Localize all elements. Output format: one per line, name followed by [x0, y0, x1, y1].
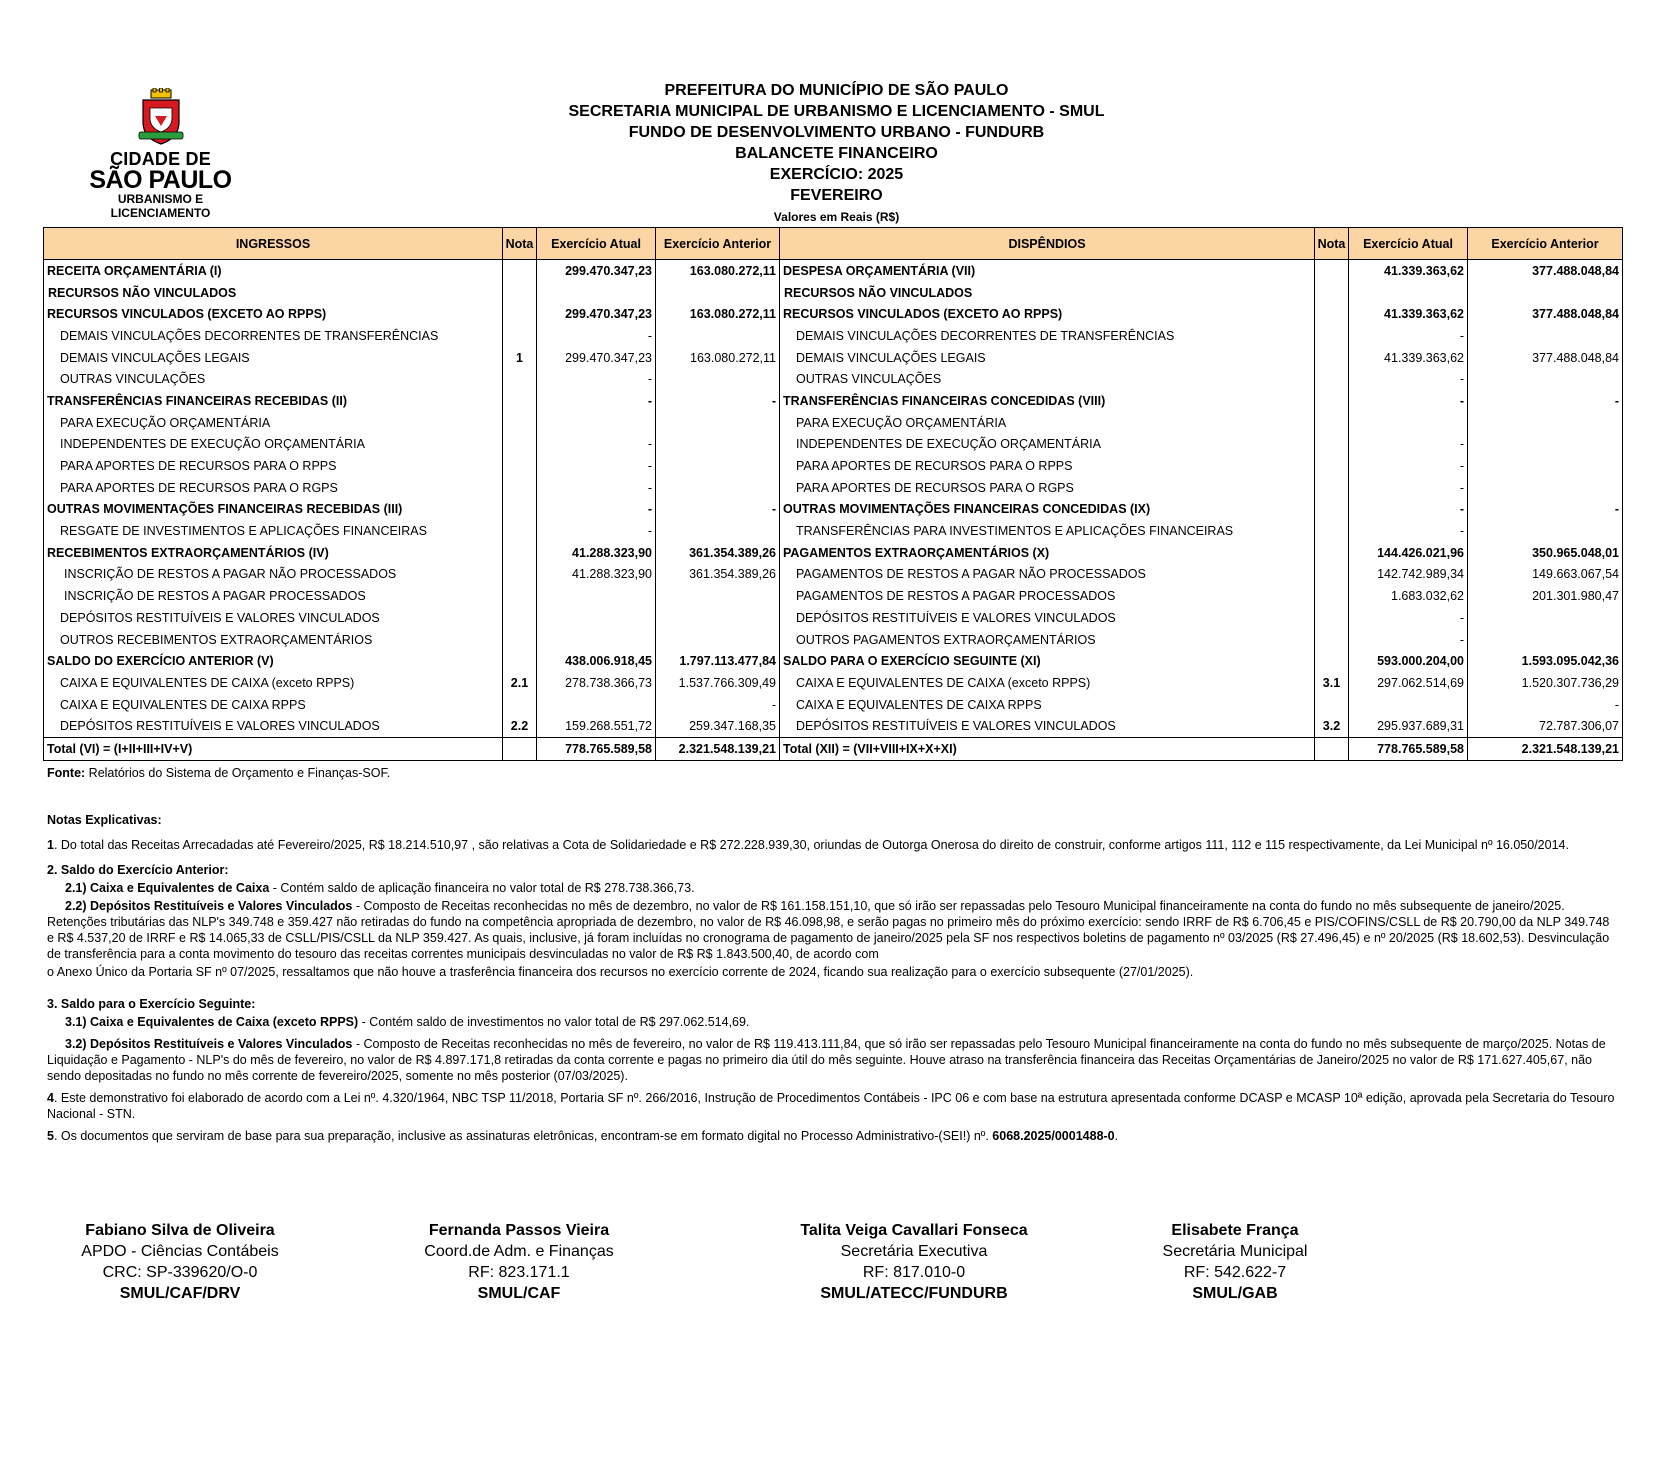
dispendio-label: RECURSOS NÃO VINCULADOS	[780, 282, 1315, 304]
table-row	[44, 412, 1623, 434]
ingresso-anterior: 163.080.272,11	[656, 260, 780, 282]
report-header	[0, 80, 1653, 226]
dispendio-label: OUTRAS VINCULAÇÕES	[780, 368, 1315, 390]
dispendio-nota	[1315, 260, 1349, 282]
header-currency: Valores em Reais (R$)	[773, 210, 900, 224]
ingresso-nota	[503, 477, 537, 499]
ingresso-atual: -	[537, 499, 656, 521]
ingresso-anterior: 163.080.272,11	[656, 303, 780, 325]
dispendio-label: DEPÓSITOS RESTITUÍVEIS E VALORES VINCULADOS	[780, 715, 1315, 737]
dispendio-anterior: -	[1468, 390, 1623, 412]
dispendio-nota	[1315, 455, 1349, 477]
ingresso-anterior: -	[656, 390, 780, 412]
dispendio-atual: -	[1349, 607, 1468, 629]
dispendio-atual: -	[1349, 455, 1468, 477]
note-3-title: 3. Saldo para o Exercício Seguinte:	[47, 997, 256, 1011]
dispendio-label: TRANSFERÊNCIAS FINANCEIRAS CONCEDIDAS (VIII)	[780, 390, 1315, 412]
dispendio-nota	[1315, 585, 1349, 607]
dispendio-nota	[1315, 325, 1349, 347]
table-row	[44, 629, 1623, 651]
ingresso-label: CAIXA E EQUIVALENTES DE CAIXA RPPS	[44, 694, 503, 716]
dispendio-atual: 41.339.363,62	[1349, 303, 1468, 325]
note-5: 5. Os documentos que serviram de base para sua preparação, inclusive as assinaturas eletrônicas, encontram-se em formato digital no Processo Administrativo-(SEI!) nº. 6068.2025/0001488-0.	[47, 1129, 1119, 1143]
ingresso-atual	[537, 585, 656, 607]
table-row	[44, 477, 1623, 499]
ingresso-label: RESGATE DE INVESTIMENTOS E APLICAÇÕES FINANCEIRAS	[44, 520, 503, 542]
table-row	[44, 564, 1623, 586]
table-row	[44, 672, 1623, 694]
dispendio-label: TRANSFERÊNCIAS PARA INVESTIMENTOS E APLICAÇÕES FINANCEIRAS	[780, 520, 1315, 542]
ingresso-nota: 2.2	[503, 715, 537, 737]
note-2-title: 2. Saldo do Exercício Anterior:	[47, 863, 229, 877]
dispendio-anterior	[1468, 607, 1623, 629]
col-ingressos: INGRESSOS	[44, 228, 503, 260]
ingresso-atual: 159.268.551,72	[537, 715, 656, 737]
ingresso-anterior	[656, 520, 780, 542]
table-row	[44, 390, 1623, 412]
signature-2: Fernanda Passos Vieira Coord.de Adm. e Finanças RF: 823.171.1 SMUL/CAF	[424, 1222, 614, 1302]
total-dispendios-atual: 778.765.589,58	[1349, 738, 1468, 761]
dispendio-label: OUTROS PAGAMENTOS EXTRAORÇAMENTÁRIOS	[780, 629, 1315, 651]
ingresso-atual: -	[537, 325, 656, 347]
dispendio-label: RECURSOS VINCULADOS (EXCETO AO RPPS)	[780, 303, 1315, 325]
dispendio-nota	[1315, 368, 1349, 390]
ingresso-nota	[503, 585, 537, 607]
dispendio-atual: 41.339.363,62	[1349, 347, 1468, 369]
ingresso-nota	[503, 542, 537, 564]
table-row	[44, 347, 1623, 369]
ingresso-label: PARA APORTES DE RECURSOS PARA O RGPS	[44, 477, 503, 499]
note-4: 4. Este demonstrativo foi elaborado de acordo com a Lei nº. 4.320/1964, NBC TSP 11/2018, Portaria SF nº. 266/2016, Instrução de Procedimentos Contábeis - IPC 06 e com base na estrutura apresentada conforme DCASP e MCASP 10ª edição, aprovada pela Secretaria do Tesouro Nacional - STN.	[47, 1091, 1615, 1121]
ingresso-anterior: 361.354.389,26	[656, 542, 780, 564]
dispendio-nota	[1315, 347, 1349, 369]
dispendio-nota	[1315, 650, 1349, 672]
ingresso-atual: -	[537, 477, 656, 499]
ingresso-anterior	[656, 607, 780, 629]
ingresso-atual	[537, 282, 656, 304]
ingresso-anterior: 361.354.389,26	[656, 564, 780, 586]
dispendio-atual: -	[1349, 477, 1468, 499]
dispendio-anterior	[1468, 412, 1623, 434]
logo-line-4: LICENCIAMENTO	[110, 206, 211, 220]
note-2-2-cont: o Anexo Único da Portaria SF nº 07/2025, ressaltamos que não houve a trasferência financeira dos recursos no exercício corrente de 2024, ficando sua realização para o exercício subsequente (27/01/2025).	[47, 965, 1194, 979]
ingresso-anterior: 1.797.113.477,84	[656, 650, 780, 672]
dispendio-label: INDEPENDENTES DE EXECUÇÃO ORÇAMENTÁRIA	[780, 434, 1315, 456]
table-row	[44, 455, 1623, 477]
dispendio-label: SALDO PARA O EXERCÍCIO SEGUINTE (XI)	[780, 650, 1315, 672]
ingresso-label: PARA APORTES DE RECURSOS PARA O RPPS	[44, 455, 503, 477]
ingresso-nota	[503, 368, 537, 390]
dispendio-nota	[1315, 282, 1349, 304]
dispendio-nota	[1315, 694, 1349, 716]
header-exercicio: EXERCÍCIO: 2025	[769, 166, 904, 183]
ingresso-nota	[503, 390, 537, 412]
ingresso-label: INSCRIÇÃO DE RESTOS A PAGAR NÃO PROCESSADOS	[44, 564, 503, 586]
ingresso-atual: -	[537, 520, 656, 542]
dispendio-label: CAIXA E EQUIVALENTES DE CAIXA RPPS	[780, 694, 1315, 716]
note-3-1: 3.1) Caixa e Equivalentes de Caixa (exceto RPPS) - Contém saldo de investimentos no valor total de R$ 297.062.514,69.	[65, 1015, 750, 1029]
table-row	[44, 282, 1623, 304]
dispendio-anterior	[1468, 325, 1623, 347]
dispendio-label: PAGAMENTOS DE RESTOS A PAGAR PROCESSADOS	[780, 585, 1315, 607]
table-row	[44, 303, 1623, 325]
dispendio-atual: -	[1349, 325, 1468, 347]
dispendio-nota	[1315, 412, 1349, 434]
ingresso-nota	[503, 434, 537, 456]
header-month: FEVEREIRO	[790, 187, 883, 204]
col-atual-right: Exercício Atual	[1349, 228, 1468, 260]
ingresso-anterior	[656, 477, 780, 499]
dispendio-label: PAGAMENTOS EXTRAORÇAMENTÁRIOS (X)	[780, 542, 1315, 564]
dispendio-label: DEPÓSITOS RESTITUÍVEIS E VALORES VINCULADOS	[780, 607, 1315, 629]
source-note	[47, 766, 390, 780]
ingresso-label: DEPÓSITOS RESTITUÍVEIS E VALORES VINCULADOS	[44, 715, 503, 737]
table-row	[44, 325, 1623, 347]
dispendio-atual	[1349, 282, 1468, 304]
ingresso-anterior: 1.537.766.309,49	[656, 672, 780, 694]
ingresso-anterior	[656, 368, 780, 390]
ingresso-nota	[503, 499, 537, 521]
dispendio-anterior	[1468, 434, 1623, 456]
ingresso-atual: 41.288.323,90	[537, 564, 656, 586]
ingresso-atual: 299.470.347,23	[537, 347, 656, 369]
explanatory-notes	[47, 812, 1617, 1153]
dispendio-anterior	[1468, 455, 1623, 477]
dispendio-label: PARA APORTES DE RECURSOS PARA O RPPS	[780, 455, 1315, 477]
dispendio-anterior: 72.787.306,07	[1468, 715, 1623, 737]
col-nota-right: Nota	[1315, 228, 1349, 260]
ingresso-atual: -	[537, 390, 656, 412]
ingresso-nota	[503, 455, 537, 477]
dispendio-atual: 142.742.989,34	[1349, 564, 1468, 586]
ingresso-label: SALDO DO EXERCÍCIO ANTERIOR (V)	[44, 650, 503, 672]
ingresso-anterior: 163.080.272,11	[656, 347, 780, 369]
header-report-title: BALANCETE FINANCEIRO	[735, 145, 938, 162]
dispendio-nota	[1315, 629, 1349, 651]
table-header-row	[44, 228, 1623, 260]
dispendio-atual: 144.426.021,96	[1349, 542, 1468, 564]
table-row	[44, 542, 1623, 564]
ingresso-atual: -	[537, 455, 656, 477]
ingresso-label: OUTRAS VINCULAÇÕES	[44, 368, 503, 390]
dispendio-atual: 297.062.514,69	[1349, 672, 1468, 694]
ingresso-label: CAIXA E EQUIVALENTES DE CAIXA (exceto RPPS)	[44, 672, 503, 694]
ingresso-nota	[503, 650, 537, 672]
total-row	[44, 738, 1623, 761]
dispendio-nota	[1315, 520, 1349, 542]
ingresso-anterior	[656, 282, 780, 304]
dispendio-nota: 3.1	[1315, 672, 1349, 694]
table-row	[44, 650, 1623, 672]
dispendio-label: DEMAIS VINCULAÇÕES LEGAIS	[780, 347, 1315, 369]
ingresso-nota	[503, 325, 537, 347]
dispendio-atual	[1349, 694, 1468, 716]
dispendio-anterior: 1.593.095.042,36	[1468, 650, 1623, 672]
col-anterior-left: Exercício Anterior	[656, 228, 780, 260]
dispendio-nota	[1315, 607, 1349, 629]
dispendio-label: PAGAMENTOS DE RESTOS A PAGAR NÃO PROCESSADOS	[780, 564, 1315, 586]
source-text: Relatórios do Sistema de Orçamento e Finanças-SOF.	[85, 766, 391, 780]
header-secretaria: SECRETARIA MUNICIPAL DE URBANISMO E LICENCIAMENTO - SMUL	[568, 103, 1105, 120]
total-dispendios-nota	[1315, 738, 1349, 761]
table-row	[44, 715, 1623, 737]
dispendio-anterior: 377.488.048,84	[1468, 303, 1623, 325]
dispendio-label: PARA APORTES DE RECURSOS PARA O RGPS	[780, 477, 1315, 499]
dispendio-anterior: 201.301.980,47	[1468, 585, 1623, 607]
ingresso-anterior	[656, 325, 780, 347]
header-prefeitura: PREFEITURA DO MUNICÍPIO DE SÃO PAULO	[664, 82, 1009, 99]
ingresso-anterior	[656, 455, 780, 477]
dispendio-label: CAIXA E EQUIVALENTES DE CAIXA (exceto RPPS)	[780, 672, 1315, 694]
col-anterior-right: Exercício Anterior	[1468, 228, 1623, 260]
dispendio-label: DESPESA ORÇAMENTÁRIA (VII)	[780, 260, 1315, 282]
source-label: Fonte:	[47, 766, 86, 780]
ingresso-label: DEMAIS VINCULAÇÕES DECORRENTES DE TRANSFERÊNCIAS	[44, 325, 503, 347]
ingresso-label: INSCRIÇÃO DE RESTOS A PAGAR PROCESSADOS	[44, 585, 503, 607]
col-dispendios: DISPÊNDIOS	[780, 228, 1315, 260]
dispendio-nota	[1315, 542, 1349, 564]
ingresso-anterior: -	[656, 499, 780, 521]
dispendio-anterior: 377.488.048,84	[1468, 260, 1623, 282]
ingresso-nota	[503, 303, 537, 325]
signature-3: Talita Veiga Cavallari Fonseca Secretária Executiva RF: 817.010-0 SMUL/ATECC/FUNDURB	[800, 1222, 1028, 1302]
ingresso-label: INDEPENDENTES DE EXECUÇÃO ORÇAMENTÁRIA	[44, 434, 503, 456]
dispendio-atual: -	[1349, 629, 1468, 651]
ingresso-atual: -	[537, 368, 656, 390]
ingresso-nota: 1	[503, 347, 537, 369]
note-2-1: 2.1) Caixa e Equivalentes de Caixa - Contém saldo de aplicação financeira no valor total de R$ 278.738.366,73.	[65, 881, 695, 895]
dispendio-anterior: 350.965.048,01	[1468, 542, 1623, 564]
ingresso-label: TRANSFERÊNCIAS FINANCEIRAS RECEBIDAS (II)	[44, 390, 503, 412]
table-row	[44, 499, 1623, 521]
table-row	[44, 585, 1623, 607]
total-ingressos-atual: 778.765.589,58	[537, 738, 656, 761]
col-atual-left: Exercício Atual	[537, 228, 656, 260]
dispendio-nota: 3.2	[1315, 715, 1349, 737]
total-ingressos-nota	[503, 738, 537, 761]
total-ingressos-label: Total (VI) = (I+II+III+IV+V)	[44, 738, 503, 761]
ingresso-atual	[537, 412, 656, 434]
ingresso-label: RECURSOS VINCULADOS (EXCETO AO RPPS)	[44, 303, 503, 325]
ingresso-anterior	[656, 629, 780, 651]
notes-title: Notas Explicativas:	[47, 813, 162, 827]
ingresso-atual: 299.470.347,23	[537, 260, 656, 282]
dispendio-atual: -	[1349, 499, 1468, 521]
ingresso-anterior	[656, 412, 780, 434]
ingresso-atual: 299.470.347,23	[537, 303, 656, 325]
logo-line-1: CIDADE DE	[110, 149, 211, 169]
dispendio-atual: -	[1349, 390, 1468, 412]
dispendio-nota	[1315, 303, 1349, 325]
ingresso-label: DEMAIS VINCULAÇÕES LEGAIS	[44, 347, 503, 369]
ingresso-anterior	[656, 434, 780, 456]
dispendio-anterior	[1468, 368, 1623, 390]
ingresso-anterior: -	[656, 694, 780, 716]
ingresso-nota	[503, 694, 537, 716]
dispendio-anterior	[1468, 282, 1623, 304]
ingresso-nota	[503, 607, 537, 629]
dispendio-atual: 295.937.689,31	[1349, 715, 1468, 737]
dispendio-anterior: -	[1468, 499, 1623, 521]
signature-1: Fabiano Silva de Oliveira APDO - Ciências Contábeis CRC: SP-339620/O-0 SMUL/CAF/DRV	[81, 1222, 279, 1302]
note-1: 1. Do total das Receitas Arrecadadas até Fevereiro/2025, R$ 18.214.510,97 , são relativas a Cota de Solidariedade e R$ 272.228.939,30, oriundas de Outorga Onerosa do direito de construir, conforme artigos 111, 112 e 115 respectivamente, da Lei Municipal nº 16.050/2014.	[47, 838, 1569, 852]
dispendio-label: OUTRAS MOVIMENTAÇÕES FINANCEIRAS CONCEDIDAS (IX)	[780, 499, 1315, 521]
dispendio-atual: 1.683.032,62	[1349, 585, 1468, 607]
logo-line-2: SÃO PAULO	[89, 166, 232, 194]
total-ingressos-anterior: 2.321.548.139,21	[656, 738, 780, 761]
ingresso-nota: 2.1	[503, 672, 537, 694]
dispendio-label: DEMAIS VINCULAÇÕES DECORRENTES DE TRANSFERÊNCIAS	[780, 325, 1315, 347]
dispendio-nota	[1315, 434, 1349, 456]
signature-4: Elisabete França Secretária Municipal RF: 542.622-7 SMUL/GAB	[1162, 1222, 1308, 1302]
ingresso-nota	[503, 282, 537, 304]
ingresso-atual	[537, 607, 656, 629]
total-dispendios-anterior: 2.321.548.139,21	[1468, 738, 1623, 761]
table-row	[44, 368, 1623, 390]
dispendio-anterior: 149.663.067,54	[1468, 564, 1623, 586]
ingresso-label: PARA EXECUÇÃO ORÇAMENTÁRIA	[44, 412, 503, 434]
dispendio-anterior	[1468, 520, 1623, 542]
ingresso-atual	[537, 694, 656, 716]
dispendio-anterior	[1468, 477, 1623, 499]
ingresso-anterior: 259.347.168,35	[656, 715, 780, 737]
financial-table	[43, 227, 1623, 761]
ingresso-nota	[503, 520, 537, 542]
total-dispendios-label: Total (XII) = (VII+VIII+IX+X+XI)	[780, 738, 1315, 761]
dispendio-anterior: -	[1468, 694, 1623, 716]
ingresso-nota	[503, 564, 537, 586]
ingresso-label: RECURSOS NÃO VINCULADOS	[44, 282, 503, 304]
ingresso-nota	[503, 260, 537, 282]
ingresso-label: OUTRAS MOVIMENTAÇÕES FINANCEIRAS RECEBIDAS (III)	[44, 499, 503, 521]
dispendio-atual: -	[1349, 368, 1468, 390]
dispendio-atual: -	[1349, 434, 1468, 456]
ingresso-atual: 41.288.323,90	[537, 542, 656, 564]
note-2-2: 2.2) Depósitos Restituíveis e Valores Vinculados - Composto de Receitas reconhecidas no mês de dezembro, no valor de R$ 161.158.151,10, que só irão ser repassadas pelo Tesouro Municipal financeiramente na conta do fundo no mês subsequente de janeiro/2025. Retenções tributárias das NLP's 349.748 e 359.427 não retiradas do fundo na competência apropriada de dezembro, no valor de R$ 46.098,98, e serão pagas no primeiro mês do próximo exercício: sendo IRRF de R$ 6.706,45 e PIS/COFINS/CSLL de R$ 20.790,00 da NLP 349.748 e R$ 4.537,20 de IRRF e R$ 14.065,33 de CSLL/PIS/CSLL da NLP 359.427. As quais, inclusive, já foram incluídas no cronograma de pagamento de janeiro/2025 pela SF nos respectivos boletins de pagamento nº 03/2025 (R$ 27.496,45) e nº 20/2025 (R$ 18.602,53). Desvinculação de transferência para a conta movimento do tesouro das receitas correntes municipais desvinculadas no valor de R$ R$ 1.843.500,40, de acordo com	[47, 899, 1610, 961]
dispendio-nota	[1315, 477, 1349, 499]
dispendio-atual: 41.339.363,62	[1349, 260, 1468, 282]
logo-line-3: URBANISMO E	[117, 192, 204, 206]
dispendio-nota	[1315, 564, 1349, 586]
header-fundo: FUNDO DE DESENVOLVIMENTO URBANO - FUNDURB	[628, 124, 1045, 141]
ingresso-label: DEPÓSITOS RESTITUÍVEIS E VALORES VINCULADOS	[44, 607, 503, 629]
dispendio-atual: -	[1349, 520, 1468, 542]
dispendio-anterior: 377.488.048,84	[1468, 347, 1623, 369]
dispendio-atual	[1349, 412, 1468, 434]
table-row	[44, 607, 1623, 629]
ingresso-atual: 278.738.366,73	[537, 672, 656, 694]
dispendio-atual: 593.000.204,00	[1349, 650, 1468, 672]
ingresso-atual: -	[537, 434, 656, 456]
dispendio-nota	[1315, 390, 1349, 412]
ingresso-atual	[537, 629, 656, 651]
ingresso-nota	[503, 412, 537, 434]
col-nota-left: Nota	[503, 228, 537, 260]
ingresso-anterior	[656, 585, 780, 607]
ingresso-label: OUTROS RECEBIMENTOS EXTRAORÇAMENTÁRIOS	[44, 629, 503, 651]
table-row	[44, 694, 1623, 716]
ingresso-label: RECEITA ORÇAMENTÁRIA (I)	[44, 260, 503, 282]
table-row	[44, 260, 1623, 282]
ingresso-atual: 438.006.918,45	[537, 650, 656, 672]
table-row	[44, 520, 1623, 542]
ingresso-label: RECEBIMENTOS EXTRAORÇAMENTÁRIOS (IV)	[44, 542, 503, 564]
dispendio-label: PARA EXECUÇÃO ORÇAMENTÁRIA	[780, 412, 1315, 434]
note-3-2: 3.2) Depósitos Restituíveis e Valores Vinculados - Composto de Receitas reconhecidas no mês de fevereiro, no valor de R$ 119.413.111,84, que só irão ser repassadas pelo Tesouro Municipal financeiramente na conta do fundo no mês subsequente de março/2025. Notas de Liquidação e Pagamento - NLP's do mês de fevereiro, no valor de R$ 4.897.171,8 retiradas da conta corrente e pagas no primeiro dia útil do mês seguinte. Houve atraso na transferência financeira das Receitas Orçamentárias de Janeiro/2025 no valor de R$ 171.627.405,67, não sendo depositadas no fundo no mês corrente de fevereiro/2025, somente no mês posterior (07/03/2025).	[47, 1037, 1606, 1083]
table-row	[44, 434, 1623, 456]
ingresso-nota	[503, 629, 537, 651]
dispendio-nota	[1315, 499, 1349, 521]
dispendio-anterior: 1.520.307.736,29	[1468, 672, 1623, 694]
dispendio-anterior	[1468, 629, 1623, 651]
